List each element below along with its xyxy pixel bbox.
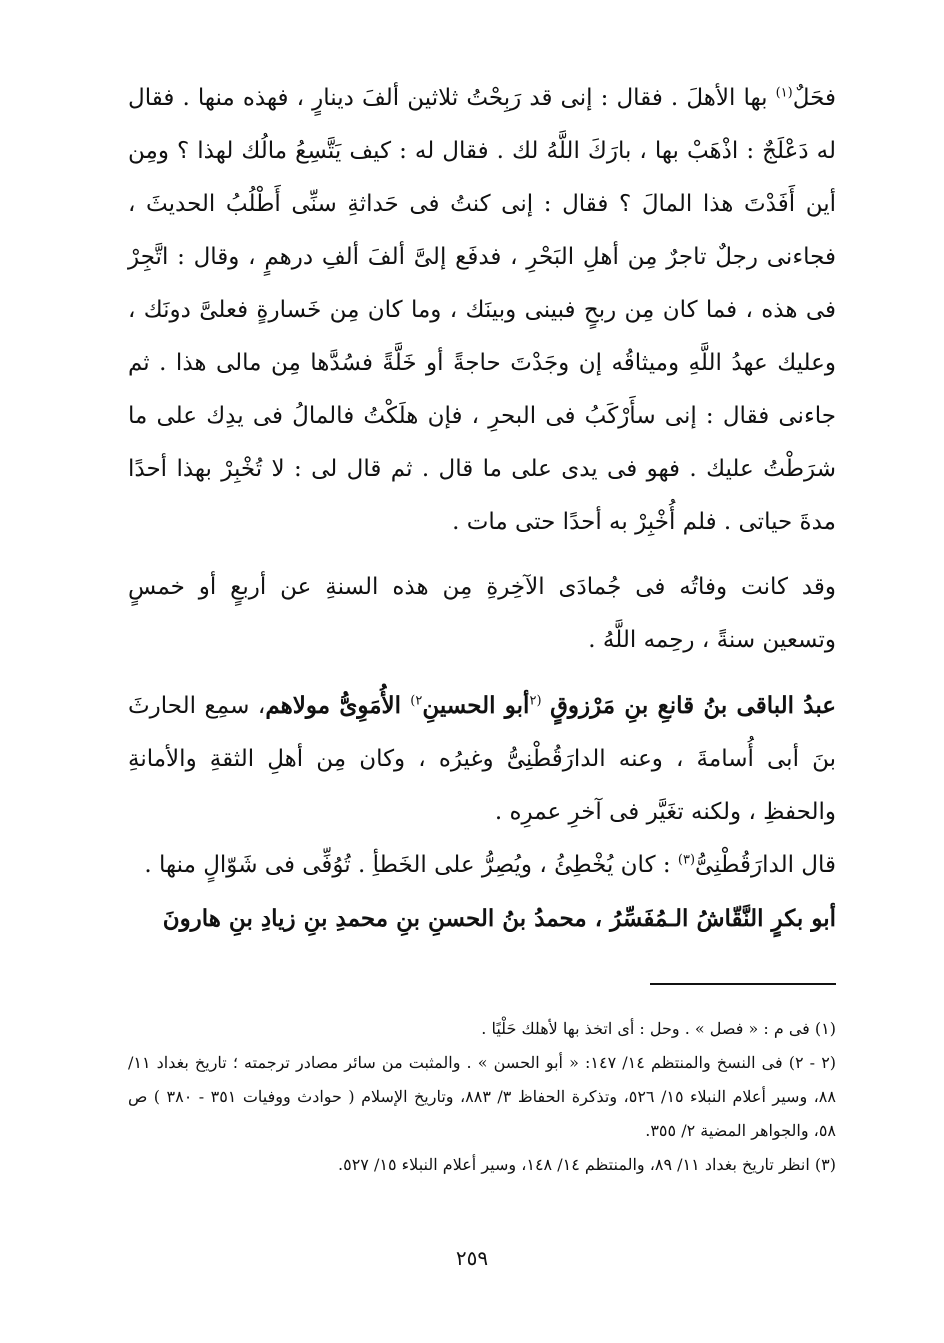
footnote-divider [650,983,836,985]
entry-heading-nisba: الأُمَوِىُّ مولاهم [265,692,411,719]
footnote-3: (٣) انظر تاريخ بغداد ١١/ ٨٩، والمنتظم ١٤/ ١٤٨، وسير أعلام النبلاء ١٥/ ٥٢٧. [338,1155,836,1174]
footnote-marker-2-close[interactable]: ٢) [410,693,423,709]
footnote-marker-2-open[interactable]: (٢ [529,693,542,709]
footnote-marker-1[interactable]: (١) [775,85,793,101]
entry-heading: عبدُ الباقى بنُ قانعِ بنِ مَرْزوقٍ [550,692,837,719]
footnote-1: (١) فى م : « فصل » . وحل : أى اتخذ بها لأهلك حَلْيًا . [481,1019,836,1038]
paragraph-4 [128,839,836,892]
text-run: ، سمِع الحارثَ بنَ أبى أُسامةَ ، وعنه الدارَقُطْنِىُّ وغيرُه ، وكان مِن أهلِ الثقةِ والأمانةِ والحفظِ ، ولكنه تغَيَّر فى آخرِ عمرِه . [128,693,836,825]
text-run: بها الأهلَ . فقال : إنى قد رَبِحْتُ ثلاثين ألفَ دينارٍ ، فهذه منها . فقال له دَعْلَجٌ : اذْهَبْ بها ، بارَكَ اللَّهُ لك . فقال له : كيف يَتَّسِعُ مالُك لهذا ؟ ومِن أين أَفَدْتَ هذا المالَ ؟ فقال : إنى كنتُ فى حَداثةِ سنِّى أَطْلُبُ الحديثَ ، فجاءنى رجلٌ تاجرٌ مِن أهلِ البَحْرِ ، فدفَع إلىَّ ألفَ ألفِ درهمٍ ، وقال : اتَّجِرْ فى هذه ، فما كان مِن ربحٍ فبينى وبينَك ، وما كان مِن خَسارةٍ فعلىَّ دونَك ، وعليك عهدُ اللَّهِ وميثاقُه إن وجَدْتَ حاجةً أو خَلَّةً فسُدَّها مِن مالى هذا . ثم جاءنى فقال : إنى سأَرْكَبُ فى البحرِ ، فإن هلَكْتُ فالمالُ فى يدِك على ما شرَطْتُ عليك . فهو فى يدى على ما قال . ثم قال لى : لا تُخْبِرْ بهذا أحدًا مدةَ حياتى . فلم أُخْبِرْ به أحدًا حتى مات . [128,85,836,535]
text-run: قال الدارَقُطْنِىُّ [695,852,836,878]
paragraph-1 [128,72,836,549]
page-number: ٢٥٩ [455,1246,489,1270]
main-text [128,72,836,946]
footnote-marker-3[interactable]: (٣) [677,852,696,868]
paragraph-3 [128,679,836,839]
entry-heading: أبو بكرٍ النَّقّاشُ الـمُفَسِّرُ ، محمدُ بنُ الحسنِ بنِ محمدِ بنِ زيادِ بنِ هارونَ [162,905,836,932]
text-run: : كان يُخْطِئُ ، ويُصِرُّ على الخَطأِ . تُوُفِّى فى شَوّالٍ منها . [144,852,678,878]
text-run: فحَلٌ [792,85,836,111]
paragraph-2 [128,561,836,667]
paragraph-5 [128,892,836,946]
footnotes [128,1012,836,1182]
footnote-2: (٢ - ٢) فى النسخ والمنتظم ١٤/ ١٤٧: « أبو الحسن » . والمثبت من سائر مصادر ترجمته ؛ تاريخ بغداد ١١/ ٨٨، وسير أعلام النبلاء ١٥/ ٥٢٦، وتذكرة الحفاظ ٣/ ٨٨٣، وتاريخ الإسلام ( حوادث ووفيات ٣٥١ - ٣٨٠ ) ص ٥٨، والجواهر المضية ٢/ ٣٥٥. [128,1053,837,1140]
entry-heading-kunya: أبو الحسينِ [422,692,530,719]
text-run: وقد كانت وفاتُه فى جُمادَى الآخِرةِ مِن هذه السنةِ عن أربعٍ أو خمسٍ وتسعين سنةً ، رحِمه اللَّهُ . [128,574,836,653]
